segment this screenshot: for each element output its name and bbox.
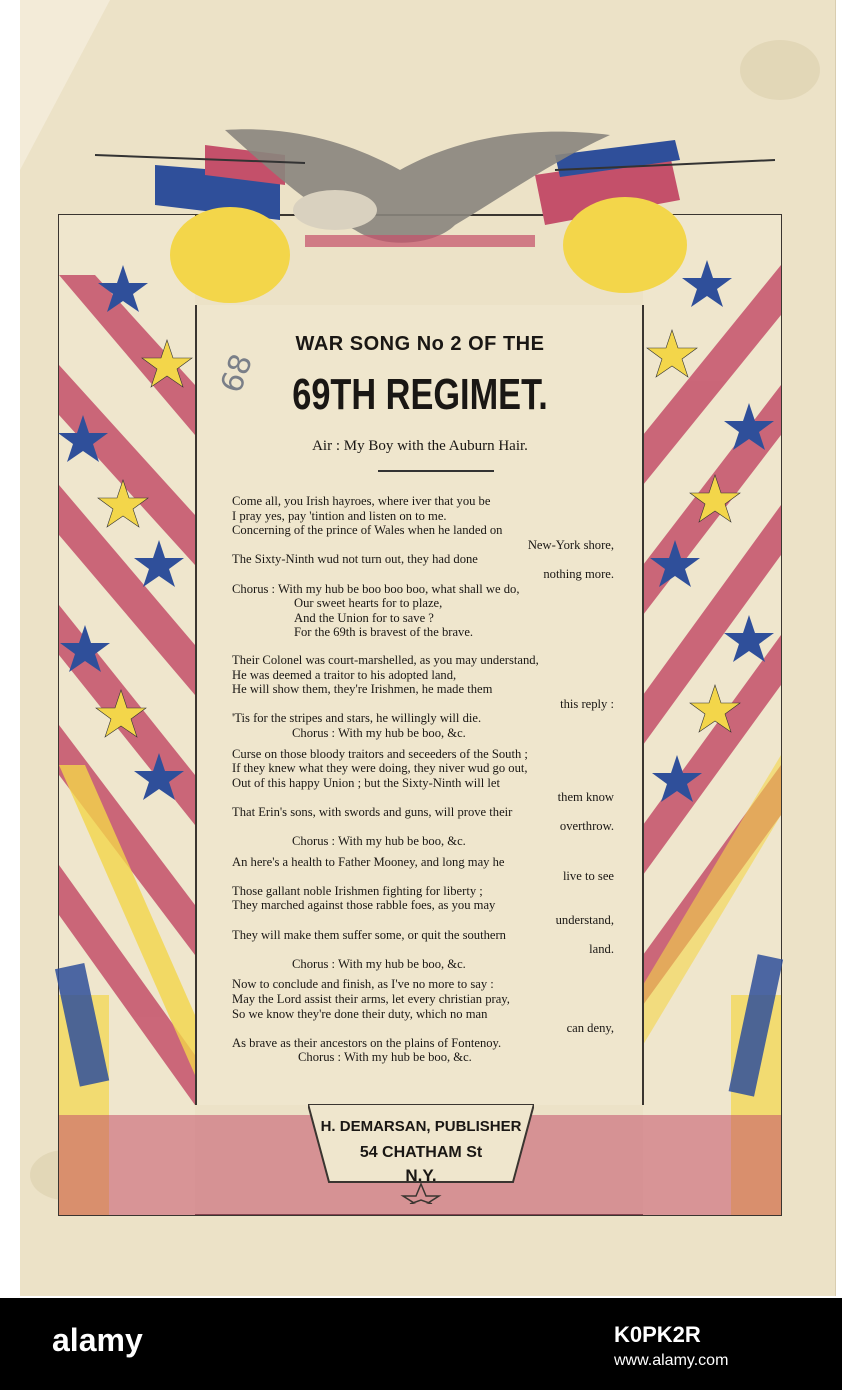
lyric-line: So we know they're done their duty, which no man — [232, 1006, 488, 1021]
lyric-line: That Erin's sons, with swords and guns, will prove their — [232, 804, 513, 819]
lyric-line: Their Colonel was court-marshelled, as you may understand, — [232, 652, 539, 667]
lyric-line: Out of this happy Union ; but the Sixty-Ninth will let — [232, 775, 500, 790]
lyric-line: overthrow. — [559, 819, 614, 834]
lyric-line: can deny, — [566, 1021, 614, 1036]
song-title-line2: 69TH REGIMET. — [292, 370, 548, 419]
lyric-line: An here's a health to Father Mooney, and long may he — [232, 854, 505, 869]
lyric-line: They will make them suffer some, or quit the southern — [232, 927, 506, 942]
lyric-line: nothing more. — [543, 566, 614, 581]
chorus-line: And the Union for to save ? — [294, 610, 434, 625]
song-title-line1: WAR SONG No 2 OF THE — [295, 333, 545, 355]
lyric-line: Now to conclude and finish, as I've no more to say : — [232, 977, 494, 992]
lyric-line: He will show them, they're Irishmen, he made them — [232, 682, 493, 697]
lyric-line: Curse on those bloody traitors and seceeders of the South ; — [232, 746, 528, 761]
chorus-line: Chorus : With my hub be boo, &c. — [292, 834, 466, 849]
lyric-line: this reply : — [560, 696, 614, 711]
footer-url: www.alamy.com — [614, 1352, 729, 1369]
lyric-line: May the Lord assist their arms, let every christian pray, — [232, 992, 510, 1006]
chorus-line: Our sweet hearts for to plaze, — [294, 596, 443, 611]
lyric-line: Those gallant noble Irishmen fighting for liberty ; — [232, 883, 483, 898]
lyric-line: If they knew what they were doing, they niver wud go out, — [232, 761, 528, 776]
lyric-line: I pray yes, pay 'tintion and listen on to me. — [232, 508, 447, 523]
alamy-logo: alamy — [52, 1322, 143, 1358]
chorus-line: Chorus : With my hub be boo, &c. — [298, 1050, 472, 1065]
lyric-line: Concerning of the prince of Wales when he landed on — [232, 523, 503, 538]
chorus-line: Chorus : With my hub be boo boo boo, what shall we do, — [232, 581, 520, 596]
chorus-line: Chorus : With my hub be boo, &c. — [292, 725, 466, 740]
publisher-city: N.Y. — [405, 1166, 437, 1185]
lyric-line: understand, — [555, 913, 614, 928]
lyric-line: 'Tis for the stripes and stars, he willingly will die. — [232, 711, 482, 726]
lyric-line: them know — [557, 790, 614, 805]
publisher-name: H. DEMARSAN, PUBLISHER — [320, 1118, 522, 1135]
lyric-line: As brave as their ancestors on the plains of Fontenoy. — [232, 1035, 502, 1050]
title-divider — [378, 470, 494, 472]
chorus-line: Chorus : With my hub be boo, &c. — [292, 956, 466, 971]
image-code: K0PK2R — [614, 1322, 701, 1347]
lyric-line: He was deemed a traitor to his adopted land, — [232, 667, 457, 682]
lyric-line: live to see — [562, 869, 614, 884]
lyric-line: They marched against those rabble foes, as you may — [232, 898, 496, 913]
lyric-line: New-York shore, — [527, 537, 614, 552]
lyric-line: The Sixty-Ninth wud not turn out, they had done — [232, 552, 478, 567]
handwritten-note: 68 — [214, 349, 261, 398]
publisher-address: 54 CHATHAM St — [359, 1144, 483, 1161]
paper-stain — [740, 40, 820, 100]
song-lyrics — [232, 494, 614, 1065]
air-subtitle: Air : My Boy with the Auburn Hair. — [312, 438, 528, 454]
star-icon — [403, 1184, 439, 1204]
chorus-line: For the 69th is bravest of the brave. — [294, 625, 474, 640]
lyric-line: Come all, you Irish hayroes, where iver that you be — [232, 494, 491, 508]
lyric-line: land. — [589, 942, 614, 957]
